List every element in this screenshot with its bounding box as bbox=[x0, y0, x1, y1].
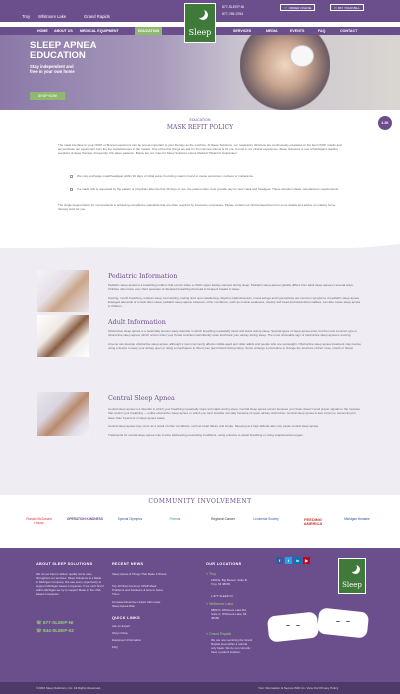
news-item[interactable]: Increased Exercise Linked with Lower Sleep Apnea Risk bbox=[112, 600, 161, 608]
footer-phone-2[interactable]: ☏ 844-SLEEP-02 bbox=[36, 628, 74, 633]
quick-links-title: QUICK LINKS bbox=[112, 616, 140, 620]
order-online-button[interactable]: 🛒 ORDER ONLINE bbox=[280, 4, 315, 11]
nav-education[interactable]: EDUCATION bbox=[135, 27, 162, 35]
mask-refit-intro: The mask interface to your CPAP or Bi-level equipment can be just as important to your therapy as the machine. At Sleep Solutions, our respiratory clinicians are continuously educated on the best CPAP masks and we purchase our equipment from the top manufacturers in the market. One of the first things we ask for from all new clients is for you to trust in our clinical experience. Sleep Solutions is one of Michigan's leading suppliers of sleep therapy. Frequently, this takes patience. Below are our rules for Sleep Solutions Home Medical "Mask Fit Guarantee". bbox=[58, 143, 342, 156]
pin-icon: ⌖ bbox=[206, 602, 209, 606]
pediatric-title: Pediatric Information bbox=[108, 272, 178, 280]
refit-footnote: The single largest factor for most patients is achieving compliance standards that are often required by insurance companies. Please contact our clinical department for more details and advice on making home therapy work for you. bbox=[58, 203, 336, 212]
copyright: ©2020 Sleep Solutions, Inc. All Rights Reserved. bbox=[36, 685, 101, 690]
site-footer bbox=[0, 548, 400, 682]
adult-title: Adult Information bbox=[108, 318, 166, 326]
nav-home[interactable]: HOME bbox=[37, 28, 48, 33]
twitter-icon[interactable]: t bbox=[285, 557, 292, 564]
pillow-illustration bbox=[317, 607, 369, 638]
moon-icon bbox=[195, 8, 205, 18]
quick-link[interactable]: FAQ bbox=[112, 645, 118, 649]
pediatric-text: Pediatric sleep apnea is a breathing problem that occurs when a child's upper airway narrows during sleep. Pediatric sleep apnea typically differs from adult sleep apnea in several ways. Children often have very short episodes of disrupted breathing that lead to frequent breaks in sleep. Snoring, mouth breathing, restless sleep, bed wetting, feeling tired upon awakening, daytime inattentiveness, mood swings and hyperactivity are common symptoms of pediatric sleep apnea. Enlarged adenoids or tonsils often cause pediatric sleep apnea. However, other conditions, such as muscle weakness, obesity and head and facial abnormalities, can also cause sleep apnea in children. bbox=[108, 283, 360, 309]
cart-icon: 🛒 bbox=[284, 6, 288, 10]
phone-number[interactable]: 877-SLEEP-NI bbox=[222, 5, 245, 9]
location-link-grand-rapids[interactable]: Grand Rapids bbox=[84, 14, 110, 19]
location-address: We are now servicing the Grand Rapids area within a referral only basis. We do not currently have a patient location. bbox=[211, 638, 253, 654]
linkedin-icon[interactable]: in bbox=[295, 558, 300, 563]
quick-link[interactable]: Ask an Expert bbox=[112, 624, 130, 628]
partner-logo-feeding-america[interactable]: FEEDING AMERICA bbox=[303, 517, 323, 526]
location-link-whitmore[interactable]: Whitmore Lake bbox=[38, 14, 67, 19]
locations-title: OUR LOCATIONS bbox=[206, 562, 242, 566]
cpap-mask-illustration bbox=[290, 45, 314, 67]
partner-logo-michigan-humane[interactable]: Michigan Humane bbox=[344, 517, 370, 521]
nav-media[interactable]: MEDIA bbox=[266, 28, 278, 33]
partner-logo-operation-kindness[interactable]: OPERATION KINDNESS bbox=[66, 517, 104, 521]
footer-phone-1[interactable]: ☏ 877-SLEEP-NI bbox=[36, 620, 74, 625]
refit-rule-2: If a mask refit is requested by the patient or physician after the first 30 days of use, the patient often must provide pay for new mask and headgear. These will also initiate manufacturer requirements. bbox=[77, 187, 339, 191]
moon-icon bbox=[348, 563, 357, 572]
location-address: 9880 N. Whitmore Lake Rd. Suite C, Whitmore Lake, MI 48189 bbox=[211, 608, 247, 620]
quick-link[interactable]: Shop Online bbox=[112, 631, 128, 635]
footer-location-troy[interactable]: ⌖ Troy bbox=[206, 572, 217, 576]
checkbox-icon bbox=[70, 175, 73, 178]
nav-services[interactable]: SERVICES bbox=[233, 28, 252, 33]
section-eyebrow: EDUCATION bbox=[189, 118, 211, 122]
nav-events[interactable]: EVENTS bbox=[290, 28, 305, 33]
about-title: ABOUT SLEEP SOLUTIONS bbox=[36, 562, 93, 566]
phone-icon: ☏ bbox=[36, 620, 42, 625]
privacy-link[interactable]: Your Information Is Secure With Us. View Our Privacy Policy bbox=[258, 685, 339, 690]
adult-photo bbox=[37, 315, 89, 357]
partner-logo-regional[interactable]: Regional Cancer bbox=[211, 517, 235, 521]
refit-rule-1: We may exchange mask/headgear within 30 days of initial setup if existing mask is found to cause secretions, redness or intolerance. bbox=[77, 174, 254, 178]
sleepy-eye-icon bbox=[286, 624, 290, 626]
nav-contact[interactable]: CONTACT bbox=[340, 28, 358, 33]
location-link-troy[interactable]: Troy bbox=[22, 14, 31, 19]
hero-photo bbox=[240, 35, 330, 110]
sleepy-eye-icon bbox=[346, 620, 350, 622]
central-title: Central Sleep Apnea bbox=[108, 394, 175, 402]
pin-icon: ⌖ bbox=[206, 632, 209, 636]
footer-location-whitmore[interactable]: ⌖ Whitmore Lake bbox=[206, 602, 234, 606]
partner-logo-leukemia[interactable]: Leukemia Society bbox=[253, 517, 279, 521]
hero-title: SLEEP APNEA EDUCATION bbox=[30, 40, 97, 61]
pediatric-photo bbox=[37, 270, 89, 312]
hero-subtitle: Stay independent and free in your own home bbox=[30, 64, 75, 74]
location-phone[interactable]: 1-877-SLEEP-NI bbox=[211, 594, 233, 598]
nav-faq[interactable]: FAQ bbox=[318, 28, 326, 33]
footer-logo[interactable]: Sleep bbox=[338, 558, 366, 594]
phone-icon: ☏ bbox=[36, 628, 42, 633]
community-title: COMMUNITY INVOLVEMENT bbox=[148, 498, 252, 505]
nav-about-us[interactable]: ABOUT US bbox=[54, 28, 73, 33]
news-item[interactable]: Sleep Apnea & Things That Make It Worse bbox=[112, 572, 167, 576]
partner-logo-friends[interactable]: Friends bbox=[169, 517, 181, 521]
quick-link[interactable]: Equipment Information bbox=[112, 638, 142, 642]
hero-banner bbox=[0, 35, 400, 110]
central-photo bbox=[37, 392, 89, 436]
location-address: 1990 E. Big Beaver, Suite B, Troy, MI 48083 bbox=[211, 578, 248, 586]
youtube-icon[interactable]: ▶ bbox=[304, 558, 309, 563]
card-icon: ▭ bbox=[334, 6, 337, 10]
adult-text: Obstructive sleep apnea is a potentially serious sleep disorder in which breathing repeatedly stops and starts during sleep. Several types of sleep apnea exist, but the most common type is obstructive sleep apnea, which occurs when your throat muscles intermittently relax and block your airway during sleep. The most noticeable sign of obstructive sleep apnea is snoring. Anyone can develop obstructive sleep apnea, although it most commonly affects middle-aged and older adults and people who are overweight. Obstructive sleep apnea treatment may involve using a device to keep your airway open or using a mouthpiece to thrust your jaw forward during sleep. Some undergo a procedure to change the structure of their nose, mouth or throat. bbox=[108, 329, 361, 351]
about-text: We do our best to deliver quality home care throughout our services. Sleep Solutions is a Made in Michigan Company. We use every opportunity to support Michigan-based companies. If we can't find it within Michigan we try to support Made in the USA based companies. bbox=[36, 572, 104, 596]
site-logo[interactable]: Sleep bbox=[184, 3, 216, 43]
partner-logo-special-olympics[interactable]: Special Olympics bbox=[117, 517, 143, 521]
rating-badge[interactable]: 4.2K bbox=[378, 116, 392, 130]
central-text: Central sleep apnea is a disorder in which your breathing repeatedly stops and starts during sleep. Central sleep apnea occurs because your brain doesn't send proper signals to the muscles that control your breathing — unlike obstructive sleep apnea, in which you can't breathe normally because of upper airway obstruction. Central sleep apnea is less common, accounting for fewer than 5 percent of sleep apnea cases. Central sleep apnea may occur as a result of other conditions, such as heart failure and stroke. Sleeping at a high altitude also may cause central sleep apnea. Treatments for central sleep apnea may involve addressing preexisting conditions, using a device to assist breathing or using supplemental oxygen. bbox=[108, 407, 360, 437]
partner-logo-rmh[interactable]: Ronald McDonald House bbox=[26, 517, 52, 525]
sleepy-eye-icon bbox=[336, 620, 340, 622]
news-title: RECENT NEWS bbox=[112, 562, 144, 566]
page-title: MASK REFIT POLICY bbox=[166, 124, 234, 131]
pin-icon: ⌖ bbox=[206, 572, 209, 576]
facebook-icon[interactable]: f bbox=[276, 557, 283, 564]
news-item[interactable]: Top 10 Most Common CPAP Mask Problems and Solutions & How to Solve Them bbox=[112, 584, 164, 596]
pay-bill-button[interactable]: ▭ PAY YOUR BILL bbox=[330, 4, 364, 11]
pillow-illustration bbox=[267, 611, 319, 642]
sleepy-eye-icon bbox=[296, 624, 300, 626]
footer-location-grand-rapids[interactable]: ⌖ Grand Rapids bbox=[206, 632, 232, 636]
nav-medical-equipment[interactable]: MEDICAL EQUIPMENT bbox=[80, 28, 119, 33]
checkbox-icon bbox=[70, 188, 73, 191]
fax-number: 877-765-3764 bbox=[222, 12, 244, 16]
bottom-bar bbox=[0, 682, 400, 694]
shop-now-button[interactable]: SHOP NOW bbox=[30, 92, 65, 100]
